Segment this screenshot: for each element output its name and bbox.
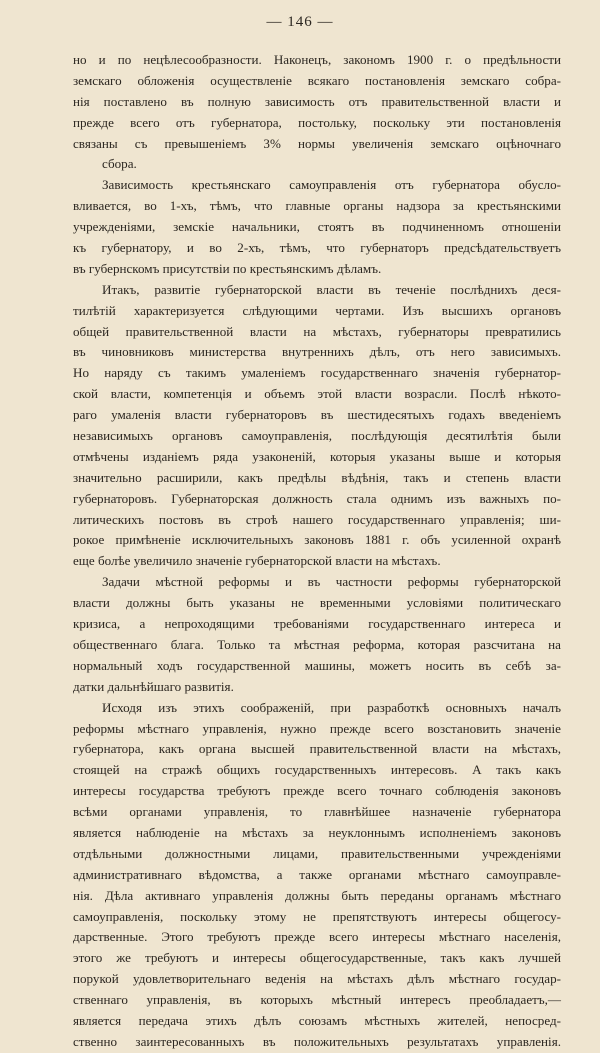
text-line: ственнаго управленія, въ которыхъ мѣстный интересъ преобладаетъ,— bbox=[73, 992, 561, 1008]
text-line: является наблюденіе на мѣстахъ за неуклоннымъ исполненіемъ законовъ bbox=[73, 824, 561, 840]
text-line: вливается, во 1-хъ, тѣмъ, что главные органы надзора за крестьянскими bbox=[73, 198, 561, 214]
text-line: всѣми органами управленія, то главнѣйшее назначеніе губернатора bbox=[73, 804, 561, 820]
text-line: учрежденіями, земскіе начальники, стоятъ въ подчиненномъ отношеніи bbox=[73, 219, 561, 235]
text-line: является передача этихъ дѣлъ союзамъ мѣстныхъ жителей, непосред- bbox=[73, 1012, 561, 1028]
body-text bbox=[73, 50, 561, 1053]
text-line: литическихъ постовъ въ строѣ нашего государственнаго управленія; ши- bbox=[73, 511, 561, 527]
text-line: интересы государства требуютъ прежде всего точнаго соблюденія законовъ bbox=[73, 783, 561, 799]
text-line: прежде всего отъ губернатора, постольку, поскольку эти постановленія bbox=[73, 114, 561, 130]
text-line: кризиса, а непроходящими требованіями государственнаго интереса и bbox=[73, 616, 561, 632]
text-line: общественнаго блага. Только та мѣстная реформа, которая разсчитана на bbox=[73, 636, 561, 652]
text-line: нормальный ходъ государственной машины, можетъ носить въ себѣ за- bbox=[73, 657, 561, 673]
page-number: — 146 — bbox=[266, 14, 334, 30]
text-line: этого же требуютъ и интересы общегосударственные, такъ какъ лучшей bbox=[73, 950, 561, 966]
text-line: нія. Дѣла активнаго управленія должны быть переданы органамъ мѣстнаго bbox=[73, 887, 561, 903]
text-line: нія поставлено въ полную зависимость отъ правительственной власти и bbox=[73, 93, 561, 109]
text-line: рокое примѣненіе исключительныхъ законовъ 1881 г. объ усиленной охранѣ bbox=[73, 532, 561, 548]
text-line: стоящей на стражѣ общихъ государственныхъ интересовъ. А такъ какъ bbox=[73, 762, 561, 778]
text-line: земскаго обложенія осуществленіе всякаго постановленія земскаго собра- bbox=[73, 72, 561, 88]
text-line: отдѣльными должностными лицами, правительственными учрежденіями bbox=[73, 845, 561, 861]
text-line: въ губернскомъ присутствіи по крестьянскимъ дѣламъ. bbox=[73, 260, 382, 276]
text-line: реформы мѣстнаго управленія, нужно прежде всего возстановить значеніе bbox=[73, 720, 561, 736]
text-line: ственно заинтересованныхъ въ положительныхъ результатахъ управленія. bbox=[73, 1033, 561, 1049]
text-line: тилѣтій характеризуется слѣдующими чертами. Изъ высшихъ органовъ bbox=[73, 302, 561, 318]
text-line: губернаторовъ. Губернаторская должность стала однимъ изъ важныхъ по- bbox=[73, 490, 561, 506]
text-line: связаны съ превышеніемъ 3% нормы увеличенія земскаго оцѣночнаго bbox=[73, 135, 561, 151]
text-line: сбора. bbox=[102, 156, 137, 172]
text-line: порукой удовлетворительнаго веденія на мѣстахъ дѣлъ мѣстнаго государ- bbox=[73, 971, 561, 987]
text-line: дарственные. Этого требуютъ прежде всего интересы мѣстнаго населенія, bbox=[73, 929, 561, 945]
text-line: Итакъ, развитіе губернаторской власти въ теченіе послѣднихъ деся- bbox=[102, 281, 561, 297]
text-line: раго умаленія власти губернаторовъ въ шестидесятыхъ годахъ введеніемъ bbox=[73, 407, 561, 423]
text-line: Задачи мѣстной реформы и въ частности реформы губернаторской bbox=[102, 574, 561, 590]
text-line: самоуправленія, поскольку этому не препятствуютъ интересы общегосу- bbox=[73, 908, 561, 924]
text-line: еще болѣе увеличило значеніе губернаторской власти на мѣстахъ. bbox=[73, 553, 441, 569]
text-line: Но наряду съ такимъ умаленіемъ государственнаго значенія губернатор- bbox=[73, 365, 561, 381]
text-line: къ губернатору, и во 2-хъ, тѣмъ, что губернаторъ предсѣдательствуетъ bbox=[73, 240, 561, 256]
text-line: административнаго вѣдомства, а также органами мѣстнаго самоуправле- bbox=[73, 866, 561, 882]
text-line: отмѣчены изданіемъ ряда узаконеній, которыя указаны выше и которыя bbox=[73, 448, 561, 464]
text-line: но и по нецѣлесообразности. Наконецъ, закономъ 1900 г. о предѣльности bbox=[73, 52, 561, 67]
text-line: датки дальнѣйшаго развитія. bbox=[73, 678, 234, 694]
text-line: Исходя изъ этихъ соображеній, при разработкѣ основныхъ началъ bbox=[102, 699, 561, 715]
text-line: независимыхъ органовъ самоуправленія, послѣдующія десятилѣтія были bbox=[73, 428, 561, 444]
text-line: значительно расширили, какъ предѣлы вѣдѣнія, такъ и степень власти bbox=[73, 469, 561, 485]
text-line: ской власти, компетенція и объемъ этой власти возрасли. Послѣ нѣкото- bbox=[73, 386, 561, 402]
text-line: Зависимость крестьянскаго самоуправленія отъ губернатора обусло- bbox=[102, 177, 561, 193]
text-line: губернатора, какъ органа высшей правительственной власти на мѣстахъ, bbox=[73, 741, 561, 757]
text-line: въ чиновниковъ министерства внутреннихъ дѣлъ, отъ него зависимыхъ. bbox=[73, 344, 561, 360]
text-line: общей правительственной власти на мѣстахъ, губернаторы превратились bbox=[73, 323, 561, 339]
text-line: власти должны быть указаны не временными условіями политическаго bbox=[73, 595, 561, 611]
